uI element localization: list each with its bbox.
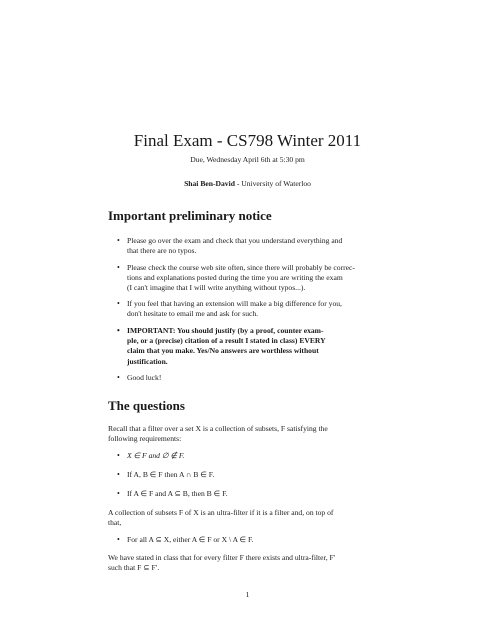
due-date: Due, Wednesday April 6th at 5:30 pm [190,155,305,164]
bullet-icon: • [117,535,120,544]
notice-item-5: • Good luck! [117,373,162,382]
bullet-icon: • [117,263,120,272]
ultrafilter-requirement: • For all A ⊆ X, either A ∈ F or X \ A ∈ F. [117,535,254,544]
ultrafilter-statement: We have stated in class that for every filter F there exists and ultra-filter, F′ such that F ⊆ F′. [108,553,336,573]
bullet-icon: • [117,373,120,382]
bullet-icon: • [117,236,120,245]
section-heading-questions: The questions [108,398,185,413]
requirement-3: • If A ∈ F and A ⊆ B, then B ∈ F. [117,489,228,498]
notice-item-2: • Please check the course web site often, since there will probably be correc- tions and explanations posted during the time you are writing the exam (I can't imagine that I will write anything without typos...). [117,263,355,293]
notice-item-3: • If you feel that having an extension will make a big difference for you, don't hesitate to email me and ask for such. [117,299,342,319]
notice-item-4: • IMPORTANT: You should justify (by a proof, counter exam- ple, or a (precise) citation of a result I stated in class) EVERY claim that you make. Yes/No answers are worthless without justification. [117,326,326,366]
bullet-icon: • [117,326,120,335]
bullet-icon: • [117,299,120,308]
bullet-icon: • [117,489,120,498]
requirement-1: • X ∈ F and ∅ ∉ F. [117,451,185,460]
bullet-icon: • [117,451,120,460]
author-line [0,179,495,189]
filter-definition: Recall that a filter over a set X is a collection of subsets, F satisfying the following requirements: [108,424,328,444]
page-number: 1 [245,590,250,599]
bullet-icon: • [117,470,120,479]
ultrafilter-definition: A collection of subsets F of X is an ultra-filter if it is a filter and, on top of that, [108,508,334,528]
notice-item-1: • Please go over the exam and check that you understand everything and that there are no typos. [117,236,343,256]
author-affiliation: - University of Waterloo [234,179,311,188]
requirement-2: • If A, B ∈ F then A ∩ B ∈ F. [117,470,215,479]
page-title: Final Exam - CS798 Winter 2011 [133,131,362,150]
section-heading-notice: Important preliminary notice [108,208,272,223]
author-name: Shai Ben-David [184,179,235,188]
